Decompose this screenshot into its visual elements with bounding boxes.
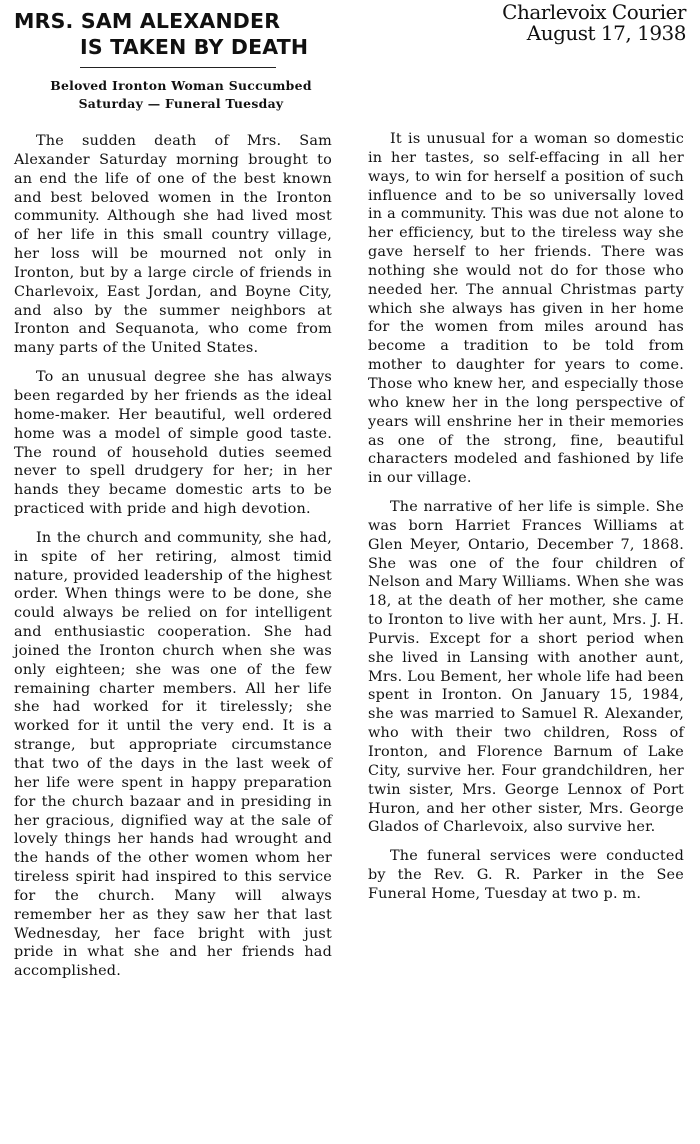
article-column-right	[368, 130, 684, 914]
headline-line-1: MRS. SAM ALEXANDER	[14, 9, 281, 33]
newspaper-name: Charlevoix Courier	[502, 0, 686, 24]
article-paragraph-4: It is unusual for a woman so domestic in her tastes, so self-effacing in all her ways, to win for herself a position of such influence and to be so universally loved in a community. This was due not alone to her efficiency, but to the tireless way she gave herself to her friends. There was nothing she would not do for those who needed her. The annual Christmas party which she always has given in her home for the women from miles around has become a tradition to be told from mother to daughter for years to come. Those who knew her, and especially those who knew her in the long perspective of years will enshrine her in their memories as one of the strong, fine, beautiful characters modeled and fashioned by life in our village.	[368, 131, 684, 487]
article-column-left	[14, 132, 332, 991]
subheadline-line-2: Saturday — Funeral Tuesday	[78, 96, 284, 111]
dateline	[502, 2, 686, 44]
headline-line-2: IS TAKEN BY DEATH	[80, 35, 309, 59]
article-paragraph-6: The funeral services were conducted by the Rev. G. R. Parker in the See Funeral Home, Tuesday at two p. m.	[368, 848, 684, 902]
article-paragraph-5: The narrative of her life is simple. She was born Harriet Frances Williams at Glen Meyer, Ontario, December 7, 1868. She was one of the four children of Nelson and Mary Williams. When she was 18, at the death of her mother, she came to Ironton to live with her aunt, Mrs. J. H. Purvis. Except for a short period when she lived in Lansing with another aunt, Mrs. Lou Bement, her whole life had been spent in Ironton. On January 15, 1984, she was married to Samuel R. Alexander, who with their two children, Ross of Ironton, and Florence Barnum of Lake City, survive her. Four grandchildren, her twin sister, Mrs. George Lennox of Port Huron, and her other sister, Mrs. George Glados of Charlevoix, also survive her.	[368, 499, 684, 836]
article-paragraph-2: To an unusual degree she has always been regarded by her friends as the ideal home-maker. Her beautiful, well ordered home was a model of simple good taste. The round of household duties seemed never to spell drudgery for her; in her hands they became domestic arts to be practiced with pride and high devotion.	[14, 369, 332, 518]
publication-date: August 17, 1938	[526, 21, 686, 45]
headline	[14, 8, 344, 60]
subheadline	[14, 77, 348, 113]
article-paragraph-1: The sudden death of Mrs. Sam Alexander Saturday morning brought to an end the life of one of the best known and best beloved women in the Ironton community. Although she had lived most of her life in this small country village, her loss will be mourned not only in Ironton, but by a large circle of friends in Charlevoix, East Jordan, and Boyne City, and also by the summer neighbors at Ironton and Sequanota, who come from many parts of the United States.	[14, 133, 332, 357]
article-paragraph-3: In the church and community, she had, in spite of her retiring, almost timid nature, provided leadership of the highest order. When things were to be done, she could always be relied on for intelligent and enthusiastic cooperation. She had joined the Ironton church when she was only eighteen; she was one of the few remaining charter members. All her life she had worked for it tirelessly; she worked for it until the very end. It is a strange, but appropriate circumstance that two of the days in the last week of her life were spent in happy preparation for the church bazaar and in presiding in her gracious, dignified way at the sale of lovely things her hands had wrought and the hands of the other women whom her tireless spirit had inspired to this service for the church. Many will always remember her as they saw her that last Wednesday, her face bright with just pride in what she and her friends had accomplished.	[14, 529, 332, 980]
headline-divider	[80, 67, 276, 68]
subheadline-line-1: Beloved Ironton Woman Succumbed	[50, 78, 312, 93]
